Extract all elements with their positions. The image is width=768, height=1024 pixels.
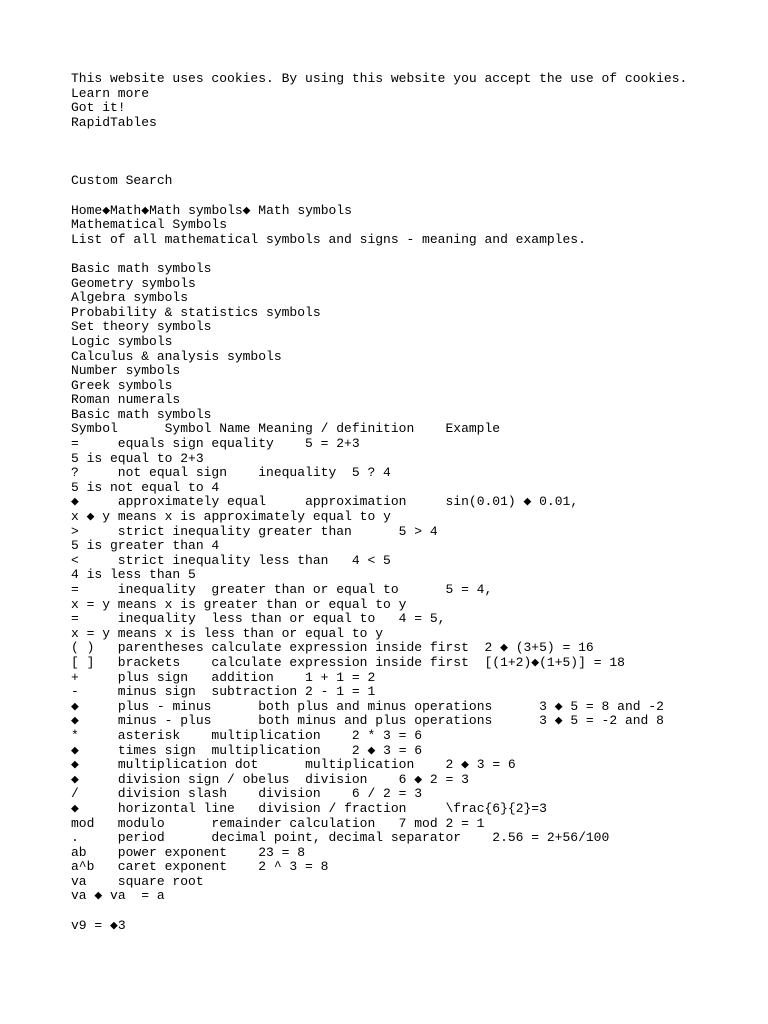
page-subtitle: List of all mathematical symbols and signs - meaning and examples.	[71, 231, 586, 247]
table-line: > strict inequality greater than 5 > 4	[71, 523, 438, 539]
nav-link-geometry[interactable]: Geometry symbols	[71, 275, 196, 291]
table-line: va ◆ va = a	[71, 888, 165, 904]
nav-link-probability-statistics[interactable]: Probability & statistics symbols	[71, 304, 321, 320]
nav-link-greek[interactable]: Greek symbols	[71, 377, 173, 393]
table-line: = inequality less than or equal to 4 = 5,	[71, 611, 446, 627]
symbol-category-nav	[71, 262, 761, 408]
nav-link-number[interactable]: Number symbols	[71, 363, 181, 379]
table-line: - minus sign subtraction 2 - 1 = 1	[71, 684, 376, 700]
table-line: ab power exponent 23 = 8	[71, 844, 306, 860]
table-line: 4 is less than 5	[71, 567, 196, 583]
table-line: ◆ approximately equal approximation sin(0.01) ◆ 0.01,	[71, 494, 579, 510]
table-line: x = y means x is less than or equal to y	[71, 625, 384, 641]
table-line: ( ) parentheses calculate expression inside first 2 ◆ (3+5) = 16	[71, 640, 594, 656]
page-title: Mathematical Symbols	[71, 217, 228, 233]
spacer	[71, 247, 761, 262]
site-logo[interactable]: RapidTables	[71, 114, 157, 130]
nav-link-calculus-analysis[interactable]: Calculus & analysis symbols	[71, 348, 282, 364]
table-line: mod modulo remainder calculation 7 mod 2 = 1	[71, 815, 485, 831]
table-line: = equals sign equality 5 = 2+3	[71, 436, 360, 452]
table-line: ◆ plus - minus both plus and minus operations 3 ◆ 5 = 8 and -2	[71, 698, 664, 714]
nav-link-roman-numerals[interactable]: Roman numerals	[71, 392, 181, 408]
table-line: a^b caret exponent 2 ^ 3 = 8	[71, 859, 329, 875]
table-line: 5 is equal to 2+3	[71, 450, 204, 466]
symbols-table	[71, 437, 761, 904]
table-line: + plus sign addition 1 + 1 = 2	[71, 669, 376, 685]
table-line: ◆ horizontal line division / fraction \frac{6}{2}=3	[71, 800, 547, 816]
table-line: 5 is greater than 4	[71, 538, 220, 554]
nav-link-algebra[interactable]: Algebra symbols	[71, 290, 189, 306]
breadcrumb[interactable]: Home◆Math◆Math symbols◆ Math symbols	[71, 202, 352, 218]
got-it-button[interactable]: Got it!	[71, 100, 126, 116]
nav-link-basic-math[interactable]: Basic math symbols	[71, 260, 212, 276]
spacer	[71, 904, 761, 919]
table-line: va square root	[71, 873, 204, 889]
nav-link-set-theory[interactable]: Set theory symbols	[71, 319, 212, 335]
table-line: [ ] brackets calculate expression inside first [(1+2)◆(1+5)] = 18	[71, 654, 625, 670]
spacer	[71, 189, 761, 204]
table-line: < strict inequality less than 4 < 5	[71, 552, 391, 568]
table-header: Symbol Symbol Name Meaning / definition Example	[71, 421, 501, 437]
table-line: ◆ minus - plus both minus and plus operations 3 ◆ 5 = -2 and 8	[71, 713, 664, 729]
table-line: ◆ division sign / obelus division 6 ◆ 2 = 3	[71, 771, 469, 787]
table-line: . period decimal point, decimal separator 2.56 = 2+56/100	[71, 830, 610, 846]
table-line: = inequality greater than or equal to 5 = 4,	[71, 582, 493, 597]
table-line: x = y means x is greater than or equal to y	[71, 596, 407, 612]
page-content	[71, 72, 761, 933]
table-line: x ◆ y means x is approximately equal to y	[71, 509, 391, 525]
section-heading: Basic math symbols	[71, 406, 212, 422]
nav-link-logic[interactable]: Logic symbols	[71, 333, 173, 349]
table-line: ◆ multiplication dot multiplication 2 ◆ 3 = 6	[71, 757, 516, 773]
learn-more-link[interactable]: Learn more	[71, 85, 150, 101]
table-line: / division slash division 6 / 2 = 3	[71, 786, 423, 802]
square-root-example: v9 = ◆3	[71, 917, 126, 933]
table-line: ◆ times sign multiplication 2 ◆ 3 = 6	[71, 742, 423, 758]
table-line: ? not equal sign inequality 5 ? 4	[71, 465, 391, 481]
table-line: * asterisk multiplication 2 * 3 = 6	[71, 727, 423, 743]
table-line: 5 is not equal to 4	[71, 479, 220, 495]
custom-search-label[interactable]: Custom Search	[71, 173, 173, 189]
cookie-message: This website uses cookies. By using this website you accept the use of cookies.	[71, 71, 688, 86]
